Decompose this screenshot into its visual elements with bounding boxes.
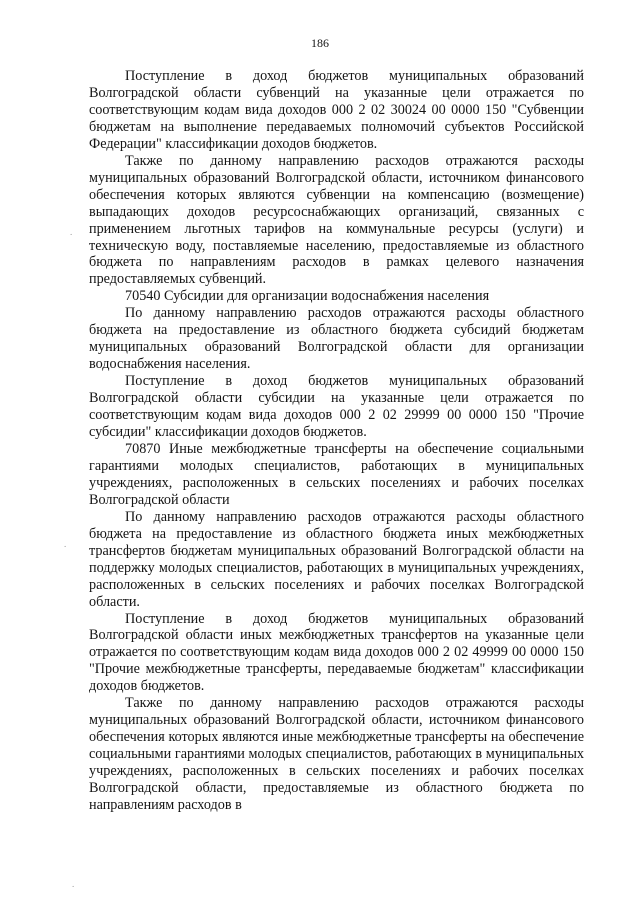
heading-70870: 70870 Иные межбюджетные трансферты на обеспечение социальными гарантиями молодых специалистов, работающих в муниципальных учреждениях, расположенных в сельских поселениях и рабочих поселках Волгоградской области	[89, 440, 584, 508]
scan-speck: .	[64, 539, 67, 549]
paragraph-70540-expenses: По данному направлению расходов отражаются расходы областного бюджета на предоставление из областного бюджета субсидий бюджетам муниципальных образований Волгоградской области для организации водоснабжения населения.	[89, 305, 584, 373]
paragraph-70540-income: Поступление в доход бюджетов муниципальных образований Волгоградской области субсидии на указанные цели отражается по соответствующим кодам вида доходов 000 2 02 29999 00 0000 150 "Прочие субсидии" классификации доходов бюджетов.	[89, 373, 584, 441]
page-number: 186	[311, 36, 329, 50]
heading-70540: 70540 Субсидии для организации водоснабжения населения	[125, 288, 490, 305]
paragraph-compensation-expenses: Также по данному направлению расходов отражаются расходы муниципальных образований Волгоградской области, источником финансового обеспечения которых являются субвенции на компенсацию (возмещение) выпадающих доходов ресурсоснабжающих организаций, связанных с применением льготных тарифов на коммунальные ресурсы (услуги) и техническую воду, поставляемые населению, предоставляемые из областного бюджета по направлениям расходов в рамках целевого назначения предоставляемых субвенций.	[89, 152, 584, 288]
body-text	[89, 68, 584, 814]
paragraph-70870-income: Поступление в доход бюджетов муниципальных образований Волгоградской области иных межбюджетных трансфертов на указанные цели отражается по соответствующим кодам вида доходов 000 2 02 49999 00 0000 150 "Прочие межбюджетные трансферты, передаваемые бюджетам" классификации доходов бюджетов.	[89, 610, 584, 695]
paragraph-70870-municipal: Также по данному направлению расходов отражаются расходы муниципальных образований Волгоградской области, источником финансового обеспечения которых являются иные межбюджетные трансферты на обеспечение социальными гарантиями молодых специалистов, работающих в муниципальных учреждениях, расположенных в сельских поселениях и рабочих поселках Волгоградской области, предоставляемые из областного бюджета по направлениям расходов в	[89, 695, 584, 813]
scan-speck: .	[70, 227, 73, 237]
paragraph-subvention-income: Поступление в доход бюджетов муниципальных образований Волгоградской области субвенций на указанные цели отражается по соответствующим кодам вида доходов 000 2 02 30024 00 0000 150 "Субвенции бюджетам на выполнение передаваемых полномочий субъектов Российской Федерации" классификации доходов бюджетов.	[89, 68, 584, 152]
paragraph-70870-expenses: По данному направлению расходов отражаются расходы областного бюджета на предоставление из областного бюджета иных межбюджетных трансфертов бюджетам муниципальных образований Волгоградской области на поддержку молодых специалистов, работающих в муниципальных учреждениях, расположенных в сельских поселениях и рабочих поселках Волгоградской области.	[89, 508, 584, 610]
scan-speck: .	[72, 879, 75, 889]
